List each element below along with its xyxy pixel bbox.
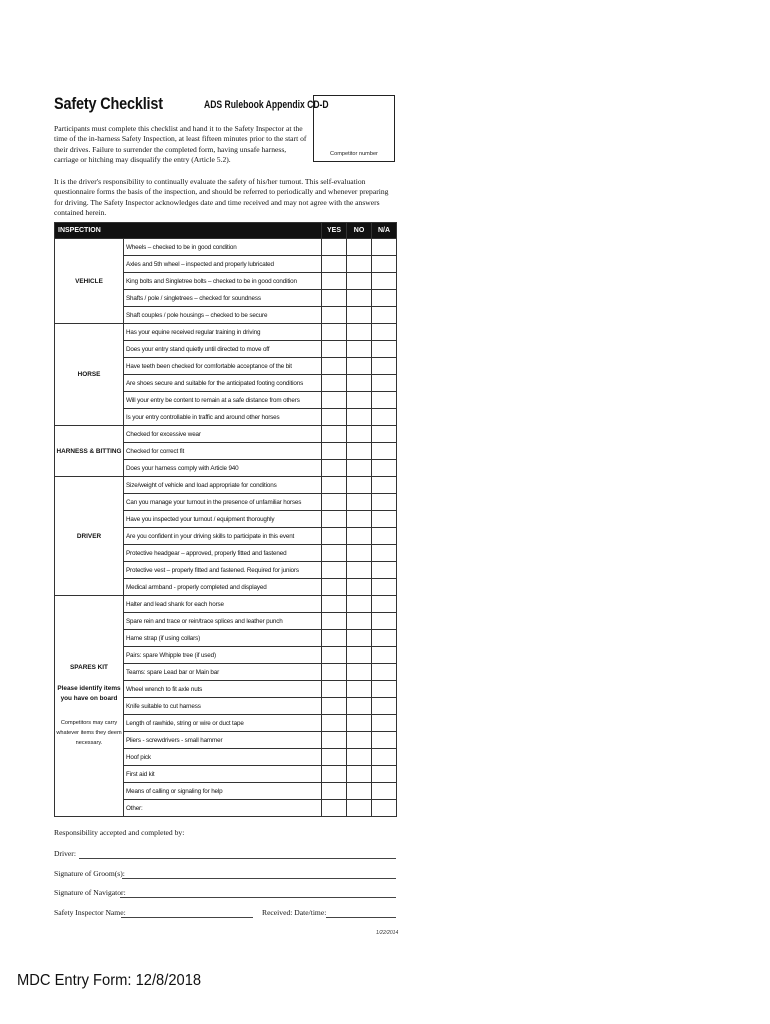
table-row — [55, 239, 397, 256]
na-checkbox-cell[interactable] — [372, 477, 397, 494]
checklist-item: Hame strap (if using collars) — [124, 630, 322, 647]
na-checkbox-cell[interactable] — [372, 545, 397, 562]
na-checkbox-cell[interactable] — [372, 324, 397, 341]
section-note: Please identify items you have on board — [57, 685, 121, 702]
na-checkbox-cell[interactable] — [372, 239, 397, 256]
yes-checkbox-cell[interactable] — [322, 324, 347, 341]
checklist-item: Protective headgear – approved, properly fitted and fastened — [124, 545, 322, 562]
no-checkbox-cell[interactable] — [347, 647, 372, 664]
competitor-number-label: Competitor number — [330, 151, 378, 157]
no-checkbox-cell[interactable] — [347, 358, 372, 375]
yes-checkbox-cell[interactable] — [322, 715, 347, 732]
no-checkbox-cell[interactable] — [347, 579, 372, 596]
yes-checkbox-cell[interactable] — [322, 528, 347, 545]
section-subnote: Competitors may carry whatever items they deem necessary. — [56, 720, 122, 746]
na-checkbox-cell[interactable] — [372, 256, 397, 273]
na-checkbox-cell[interactable] — [372, 426, 397, 443]
section-name: HARNESS & BITTING — [56, 447, 122, 455]
yes-checkbox-cell[interactable] — [322, 290, 347, 307]
checklist-item: Length of rawhide, string or wire or duct tape — [124, 715, 322, 732]
yes-checkbox-cell[interactable] — [322, 511, 347, 528]
checklist-item: Medical armband - properly completed and displayed — [124, 579, 322, 596]
received-datetime-line[interactable] — [326, 917, 396, 918]
no-checkbox-cell[interactable] — [347, 800, 372, 817]
na-checkbox-cell[interactable] — [372, 664, 397, 681]
na-checkbox-cell[interactable] — [372, 749, 397, 766]
no-checkbox-cell[interactable] — [347, 613, 372, 630]
no-checkbox-cell[interactable] — [347, 460, 372, 477]
no-checkbox-cell[interactable] — [347, 732, 372, 749]
no-checkbox-cell[interactable] — [347, 681, 372, 698]
no-checkbox-cell[interactable] — [347, 426, 372, 443]
na-checkbox-cell[interactable] — [372, 800, 397, 817]
checklist-item: Pliers - screwdrivers - small hammer — [124, 732, 322, 749]
na-header: N/A — [372, 223, 397, 239]
na-checkbox-cell[interactable] — [372, 494, 397, 511]
yes-checkbox-cell[interactable] — [322, 358, 347, 375]
no-checkbox-cell[interactable] — [347, 477, 372, 494]
yes-checkbox-cell[interactable] — [322, 562, 347, 579]
no-checkbox-cell[interactable] — [347, 494, 372, 511]
no-checkbox-cell[interactable] — [347, 290, 372, 307]
no-checkbox-cell[interactable] — [347, 409, 372, 426]
yes-checkbox-cell[interactable] — [322, 613, 347, 630]
checklist-item: Are shoes secure and suitable for the anticipated footing conditions — [124, 375, 322, 392]
yes-checkbox-cell[interactable] — [322, 783, 347, 800]
section-cell — [55, 596, 124, 817]
na-checkbox-cell[interactable] — [372, 596, 397, 613]
checklist-item: Have teeth been checked for comfortable acceptance of the bit — [124, 358, 322, 375]
na-checkbox-cell[interactable] — [372, 290, 397, 307]
table-header-row — [55, 223, 397, 239]
na-checkbox-cell[interactable] — [372, 341, 397, 358]
revision-date: 1/22/2014 — [376, 930, 399, 936]
section-name: DRIVER — [76, 532, 102, 540]
no-checkbox-cell[interactable] — [347, 341, 372, 358]
yes-checkbox-cell[interactable] — [322, 273, 347, 290]
checklist-item: King bolts and Singletree bolts – checked to be in good condition — [124, 273, 322, 290]
na-checkbox-cell[interactable] — [372, 273, 397, 290]
section-name: SPARES KIT — [70, 664, 108, 671]
checklist-item: Have you inspected your turnout / equipment thoroughly — [124, 511, 322, 528]
no-checkbox-cell[interactable] — [347, 528, 372, 545]
yes-checkbox-cell[interactable] — [322, 341, 347, 358]
na-checkbox-cell[interactable] — [372, 715, 397, 732]
checklist-item: Pairs: spare Whipple tree (if used) — [124, 647, 322, 664]
no-checkbox-cell[interactable] — [347, 630, 372, 647]
intro-text: Participants must complete this checklist and hand it to the Safety Inspector at the time of the in-harness Safety Inspection, at least fifteen minutes prior to the start of their drives. Failure to surrender the completed form, having unsafe harness, carriage or hitching may disqualify the entry (Article 5.2). — [54, 124, 307, 165]
na-checkbox-cell[interactable] — [372, 647, 397, 664]
checklist-item: Are you confident in your driving skills to participate in this event — [124, 528, 322, 545]
yes-checkbox-cell[interactable] — [322, 766, 347, 783]
no-checkbox-cell[interactable] — [347, 324, 372, 341]
checklist-body — [55, 239, 397, 817]
checklist-item: Knife suitable to cut harness — [124, 698, 322, 715]
appendix-reference: ADS Rulebook Appendix CD-D — [204, 99, 329, 111]
yes-checkbox-cell[interactable] — [322, 392, 347, 409]
inspector-label: Safety Inspector Name: — [54, 908, 126, 917]
checklist-item: Protective vest – properly fitted and fastened. Required for juniors — [124, 562, 322, 579]
na-checkbox-cell[interactable] — [372, 307, 397, 324]
na-checkbox-cell[interactable] — [372, 783, 397, 800]
yes-checkbox-cell[interactable] — [322, 545, 347, 562]
checklist-item: Is your entry controllable in traffic and around other horses — [124, 409, 322, 426]
checklist-item: Means of calling or signaling for help — [124, 783, 322, 800]
checklist-item: Hoof pick — [124, 749, 322, 766]
checklist-item: Has your equine received regular training in driving — [124, 324, 322, 341]
navigator-signature-line[interactable] — [120, 897, 396, 898]
no-checkbox-cell[interactable] — [347, 664, 372, 681]
no-checkbox-cell[interactable] — [347, 511, 372, 528]
yes-checkbox-cell[interactable] — [322, 409, 347, 426]
no-checkbox-cell[interactable] — [347, 715, 372, 732]
section-cell — [55, 324, 124, 426]
no-checkbox-cell[interactable] — [347, 256, 372, 273]
na-checkbox-cell[interactable] — [372, 460, 397, 477]
no-checkbox-cell[interactable] — [347, 545, 372, 562]
section-cell — [55, 239, 124, 324]
yes-checkbox-cell[interactable] — [322, 647, 347, 664]
grooms-label: Signature of Groom(s): — [54, 869, 125, 878]
yes-checkbox-cell[interactable] — [322, 426, 347, 443]
table-row — [55, 477, 397, 494]
yes-checkbox-cell[interactable] — [322, 596, 347, 613]
na-checkbox-cell[interactable] — [372, 766, 397, 783]
yes-header: YES — [322, 223, 347, 239]
checklist-item: Wheels – checked to be in good condition — [124, 239, 322, 256]
yes-checkbox-cell[interactable] — [322, 307, 347, 324]
na-checkbox-cell[interactable] — [372, 528, 397, 545]
yes-checkbox-cell[interactable] — [322, 460, 347, 477]
section-name: HORSE — [77, 371, 101, 378]
checklist-item: Teams: spare Lead bar or Main bar — [124, 664, 322, 681]
yes-checkbox-cell[interactable] — [322, 443, 347, 460]
yes-checkbox-cell[interactable] — [322, 800, 347, 817]
responsibility-text: It is the driver's responsibility to continually evaluate the safety of his/her turnout. This self-evaluation questionnaire forms the basis of the inspection, and should be referred to periodically and whenever preparing for driving. The Safety Inspector acknowledges date and time received and may not agree with the answers contained herein. — [54, 177, 389, 218]
checklist-item: Halter and lead shank for each horse — [124, 596, 322, 613]
no-checkbox-cell[interactable] — [347, 698, 372, 715]
table-row — [55, 324, 397, 341]
yes-checkbox-cell[interactable] — [322, 239, 347, 256]
checklist-item: First aid kit — [124, 766, 322, 783]
table-row — [55, 596, 397, 613]
safety-checklist-table — [54, 222, 397, 817]
checklist-item: Axles and 5th wheel – inspected and properly lubricated — [124, 256, 322, 273]
checklist-item: Does your entry stand quietly until directed to move off — [124, 341, 322, 358]
checklist-item: Can you manage your turnout in the presence of unfamiliar horses — [124, 494, 322, 511]
yes-checkbox-cell[interactable] — [322, 664, 347, 681]
na-checkbox-cell[interactable] — [372, 698, 397, 715]
responsibility-label: Responsibility accepted and completed by: — [54, 828, 185, 837]
yes-checkbox-cell[interactable] — [322, 630, 347, 647]
yes-checkbox-cell[interactable] — [322, 375, 347, 392]
na-checkbox-cell[interactable] — [372, 511, 397, 528]
no-checkbox-cell[interactable] — [347, 562, 372, 579]
no-checkbox-cell[interactable] — [347, 783, 372, 800]
section-cell — [55, 426, 124, 477]
yes-checkbox-cell[interactable] — [322, 579, 347, 596]
na-checkbox-cell[interactable] — [372, 630, 397, 647]
driver-signature-line[interactable] — [79, 858, 396, 859]
footer-entry-form: MDC Entry Form: 12/8/2018 — [17, 972, 202, 989]
checklist-item: Wheel wrench to fit axle nuts — [124, 681, 322, 698]
no-checkbox-cell[interactable] — [347, 307, 372, 324]
checklist-item: Shafts / pole / singletrees – checked for soundness — [124, 290, 322, 307]
yes-checkbox-cell[interactable] — [322, 698, 347, 715]
yes-checkbox-cell[interactable] — [322, 732, 347, 749]
checklist-item: Does your harness comply with Article 940 — [124, 460, 322, 477]
na-checkbox-cell[interactable] — [372, 732, 397, 749]
checklist-item: Spare rein and trace or rein/trace splices and leather punch — [124, 613, 322, 630]
no-checkbox-cell[interactable] — [347, 749, 372, 766]
no-checkbox-cell[interactable] — [347, 375, 372, 392]
inspection-header: INSPECTION — [55, 223, 322, 239]
na-checkbox-cell[interactable] — [372, 375, 397, 392]
section-name: VEHICLE — [75, 277, 103, 285]
yes-checkbox-cell[interactable] — [322, 256, 347, 273]
checklist-item: Will your entry be content to remain at a safe distance from others — [124, 392, 322, 409]
no-header: NO — [347, 223, 372, 239]
no-checkbox-cell[interactable] — [347, 596, 372, 613]
checklist-item: Other: — [124, 800, 322, 817]
na-checkbox-cell[interactable] — [372, 681, 397, 698]
table-row — [55, 426, 397, 443]
yes-checkbox-cell[interactable] — [322, 494, 347, 511]
driver-label: Driver: — [54, 849, 76, 858]
na-checkbox-cell[interactable] — [372, 443, 397, 460]
na-checkbox-cell[interactable] — [372, 613, 397, 630]
na-checkbox-cell[interactable] — [372, 358, 397, 375]
no-checkbox-cell[interactable] — [347, 443, 372, 460]
received-label: Received: Date/time: — [262, 908, 327, 917]
yes-checkbox-cell[interactable] — [322, 749, 347, 766]
no-checkbox-cell[interactable] — [347, 273, 372, 290]
yes-checkbox-cell[interactable] — [322, 477, 347, 494]
page-title: Safety Checklist — [54, 94, 163, 113]
na-checkbox-cell[interactable] — [372, 579, 397, 596]
no-checkbox-cell[interactable] — [347, 766, 372, 783]
checklist-item: Checked for correct fit — [124, 443, 322, 460]
checklist-item: Size/weight of vehicle and load appropriate for conditions — [124, 477, 322, 494]
section-cell — [55, 477, 124, 596]
checklist-item: Shaft couples / pole housings – checked to be secure — [124, 307, 322, 324]
inspector-name-line[interactable] — [121, 917, 253, 918]
yes-checkbox-cell[interactable] — [322, 681, 347, 698]
na-checkbox-cell[interactable] — [372, 562, 397, 579]
navigator-label: Signature of Navigator: — [54, 888, 126, 897]
na-checkbox-cell[interactable] — [372, 392, 397, 409]
na-checkbox-cell[interactable] — [372, 409, 397, 426]
no-checkbox-cell[interactable] — [347, 239, 372, 256]
checklist-item: Checked for excessive wear — [124, 426, 322, 443]
grooms-signature-line[interactable] — [122, 878, 396, 879]
no-checkbox-cell[interactable] — [347, 392, 372, 409]
